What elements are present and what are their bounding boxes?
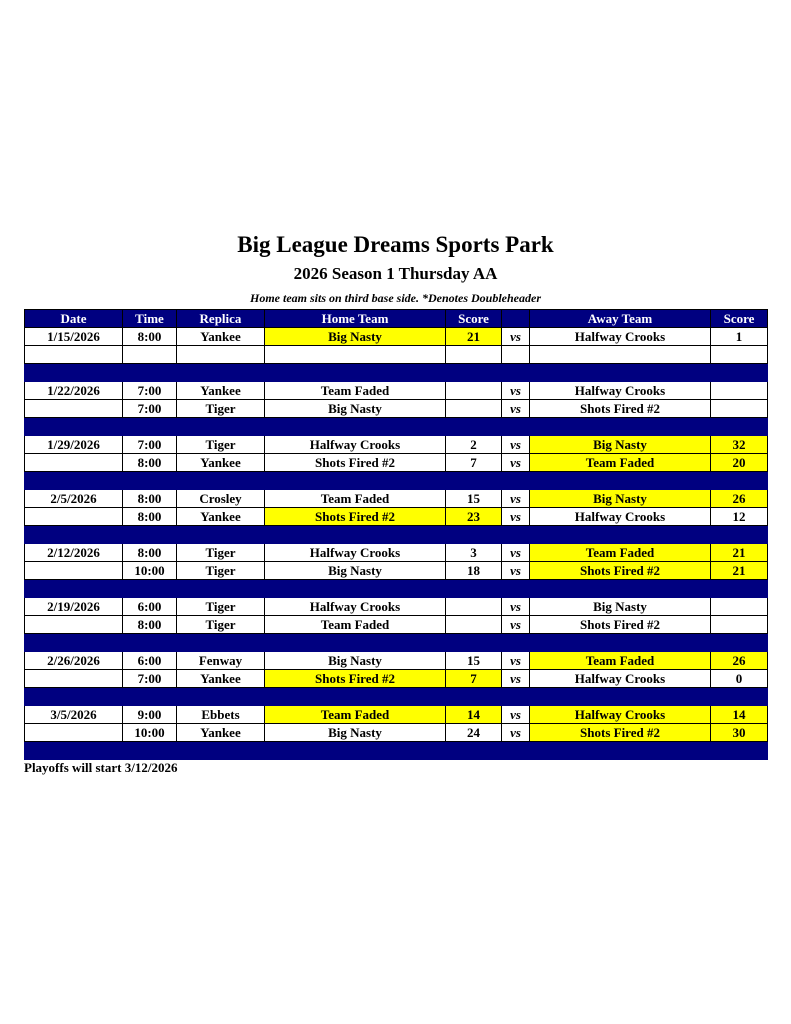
separator-cell xyxy=(502,526,530,544)
time-cell: 7:00 xyxy=(123,436,177,454)
separator-cell xyxy=(502,688,530,706)
separator-cell xyxy=(123,580,177,598)
separator-cell xyxy=(25,526,123,544)
separator-cell xyxy=(123,418,177,436)
separator-cell xyxy=(530,580,711,598)
separator-cell xyxy=(502,580,530,598)
away-team-cell: Halfway Crooks xyxy=(530,328,711,346)
separator-cell xyxy=(265,526,446,544)
separator-cell xyxy=(25,634,123,652)
date-cell xyxy=(25,454,123,472)
home-score-cell: 24 xyxy=(446,724,502,742)
separator-cell xyxy=(177,634,265,652)
separator-cell xyxy=(123,634,177,652)
game-row xyxy=(25,454,768,472)
vs-cell: vs xyxy=(502,490,530,508)
away-team-cell: Shots Fired #2 xyxy=(530,400,711,418)
game-row xyxy=(25,400,768,418)
replica-cell: Ebbets xyxy=(177,706,265,724)
away-score-cell: 26 xyxy=(711,490,768,508)
date-cell: 2/19/2026 xyxy=(25,598,123,616)
game-row xyxy=(25,724,768,742)
separator-cell xyxy=(711,418,768,436)
separator-cell xyxy=(446,688,502,706)
away-team-cell: Big Nasty xyxy=(530,436,711,454)
away-team-cell: Halfway Crooks xyxy=(530,706,711,724)
separator-cell xyxy=(25,580,123,598)
separator-cell xyxy=(177,688,265,706)
time-cell: 8:00 xyxy=(123,454,177,472)
away-team-cell: Halfway Crooks xyxy=(530,670,711,688)
home-team-cell: Shots Fired #2 xyxy=(265,508,446,526)
home-team-cell: Shots Fired #2 xyxy=(265,670,446,688)
column-header-vs xyxy=(502,310,530,328)
schedule-note: Home team sits on third base side. *Denotes Doubleheader xyxy=(250,291,541,305)
separator-cell xyxy=(711,688,768,706)
date-cell: 1/22/2026 xyxy=(25,382,123,400)
replica-cell: Tiger xyxy=(177,436,265,454)
schedule-table xyxy=(24,309,768,760)
time-cell: 6:00 xyxy=(123,652,177,670)
separator-cell xyxy=(530,472,711,490)
away-team-cell: Shots Fired #2 xyxy=(530,562,711,580)
separator-cell xyxy=(265,742,446,760)
separator-cell xyxy=(446,364,502,382)
separator-cell xyxy=(711,472,768,490)
game-row xyxy=(25,382,768,400)
away-score-cell xyxy=(711,598,768,616)
vs-cell: vs xyxy=(502,382,530,400)
replica-cell: Yankee xyxy=(177,328,265,346)
separator-cell xyxy=(711,364,768,382)
home-score-cell: 15 xyxy=(446,652,502,670)
game-row xyxy=(25,598,768,616)
away-team-cell xyxy=(530,346,711,364)
separator-cell xyxy=(446,580,502,598)
schedule-body xyxy=(25,328,768,760)
week-separator-row xyxy=(25,526,768,544)
game-row xyxy=(25,544,768,562)
column-header-away-score: Score xyxy=(711,310,768,328)
date-cell xyxy=(25,562,123,580)
away-score-cell xyxy=(711,400,768,418)
replica-cell: Fenway xyxy=(177,652,265,670)
replica-cell: Tiger xyxy=(177,598,265,616)
week-separator-row xyxy=(25,742,768,760)
home-team-cell: Shots Fired #2 xyxy=(265,454,446,472)
separator-cell xyxy=(25,418,123,436)
time-cell: 8:00 xyxy=(123,328,177,346)
date-cell: 1/15/2026 xyxy=(25,328,123,346)
game-row xyxy=(25,706,768,724)
home-score-cell: 21 xyxy=(446,328,502,346)
home-score-cell: 7 xyxy=(446,670,502,688)
date-cell xyxy=(25,670,123,688)
away-score-cell: 30 xyxy=(711,724,768,742)
separator-cell xyxy=(502,472,530,490)
vs-cell: vs xyxy=(502,724,530,742)
replica-cell: Tiger xyxy=(177,562,265,580)
vs-cell: vs xyxy=(502,508,530,526)
date-cell xyxy=(25,616,123,634)
column-header-date: Date xyxy=(25,310,123,328)
vs-cell: vs xyxy=(502,652,530,670)
date-cell: 2/26/2026 xyxy=(25,652,123,670)
home-score-cell xyxy=(446,346,502,364)
home-score-cell: 14 xyxy=(446,706,502,724)
replica-cell: Tiger xyxy=(177,544,265,562)
time-cell xyxy=(123,346,177,364)
separator-cell xyxy=(502,418,530,436)
replica-cell: Tiger xyxy=(177,400,265,418)
week-separator-row xyxy=(25,634,768,652)
separator-cell xyxy=(25,364,123,382)
home-team-cell: Team Faded xyxy=(265,490,446,508)
separator-cell xyxy=(123,742,177,760)
separator-cell xyxy=(265,580,446,598)
date-cell xyxy=(25,508,123,526)
separator-cell xyxy=(25,688,123,706)
home-score-cell xyxy=(446,382,502,400)
separator-cell xyxy=(177,526,265,544)
separator-cell xyxy=(446,472,502,490)
away-score-cell: 21 xyxy=(711,562,768,580)
separator-cell xyxy=(25,742,123,760)
page-subtitle: 2026 Season 1 Thursday AA xyxy=(293,264,498,283)
week-separator-row xyxy=(25,418,768,436)
week-separator-row xyxy=(25,688,768,706)
separator-cell xyxy=(265,418,446,436)
time-cell: 10:00 xyxy=(123,724,177,742)
home-score-cell xyxy=(446,616,502,634)
time-cell: 8:00 xyxy=(123,508,177,526)
time-cell: 8:00 xyxy=(123,616,177,634)
week-separator-row xyxy=(25,472,768,490)
date-cell: 2/12/2026 xyxy=(25,544,123,562)
replica-cell: Crosley xyxy=(177,490,265,508)
time-cell: 7:00 xyxy=(123,382,177,400)
vs-cell xyxy=(502,346,530,364)
vs-cell: vs xyxy=(502,598,530,616)
replica-cell: Yankee xyxy=(177,670,265,688)
replica-cell: Yankee xyxy=(177,508,265,526)
separator-cell xyxy=(123,526,177,544)
header-row xyxy=(25,310,768,328)
separator-cell xyxy=(502,742,530,760)
separator-cell xyxy=(530,364,711,382)
game-row xyxy=(25,490,768,508)
time-cell: 6:00 xyxy=(123,598,177,616)
date-cell xyxy=(25,400,123,418)
away-team-cell: Shots Fired #2 xyxy=(530,616,711,634)
replica-cell: Tiger xyxy=(177,616,265,634)
away-score-cell: 14 xyxy=(711,706,768,724)
home-team-cell: Team Faded xyxy=(265,616,446,634)
home-team-cell xyxy=(265,346,446,364)
vs-cell: vs xyxy=(502,544,530,562)
separator-cell xyxy=(265,688,446,706)
date-cell xyxy=(25,724,123,742)
separator-cell xyxy=(530,634,711,652)
replica-cell: Yankee xyxy=(177,382,265,400)
home-score-cell: 23 xyxy=(446,508,502,526)
separator-cell xyxy=(711,742,768,760)
home-team-cell: Team Faded xyxy=(265,706,446,724)
home-score-cell xyxy=(446,400,502,418)
home-score-cell: 15 xyxy=(446,490,502,508)
away-score-cell: 1 xyxy=(711,328,768,346)
home-team-cell: Team Faded xyxy=(265,382,446,400)
week-separator-row xyxy=(25,580,768,598)
date-cell xyxy=(25,346,123,364)
vs-cell: vs xyxy=(502,328,530,346)
away-score-cell: 12 xyxy=(711,508,768,526)
date-cell: 2/5/2026 xyxy=(25,490,123,508)
home-team-cell: Big Nasty xyxy=(265,328,446,346)
away-team-cell: Halfway Crooks xyxy=(530,382,711,400)
separator-cell xyxy=(711,526,768,544)
away-team-cell: Shots Fired #2 xyxy=(530,724,711,742)
home-team-cell: Big Nasty xyxy=(265,400,446,418)
time-cell: 7:00 xyxy=(123,400,177,418)
game-row xyxy=(25,508,768,526)
separator-cell xyxy=(123,688,177,706)
home-score-cell: 3 xyxy=(446,544,502,562)
replica-cell xyxy=(177,346,265,364)
home-team-cell: Halfway Crooks xyxy=(265,436,446,454)
away-score-cell xyxy=(711,616,768,634)
away-score-cell: 20 xyxy=(711,454,768,472)
column-header-home-score: Score xyxy=(446,310,502,328)
separator-cell xyxy=(123,364,177,382)
column-header-away-team: Away Team xyxy=(530,310,711,328)
separator-cell xyxy=(177,364,265,382)
separator-cell xyxy=(502,364,530,382)
home-score-cell: 7 xyxy=(446,454,502,472)
away-score-cell: 32 xyxy=(711,436,768,454)
separator-cell xyxy=(502,634,530,652)
date-cell: 1/29/2026 xyxy=(25,436,123,454)
home-score-cell xyxy=(446,598,502,616)
home-score-cell: 18 xyxy=(446,562,502,580)
game-row xyxy=(25,436,768,454)
game-row xyxy=(25,616,768,634)
column-header-time: Time xyxy=(123,310,177,328)
game-row xyxy=(25,670,768,688)
vs-cell: vs xyxy=(502,670,530,688)
vs-cell: vs xyxy=(502,616,530,634)
away-score-cell: 0 xyxy=(711,670,768,688)
away-score-cell: 26 xyxy=(711,652,768,670)
vs-cell: vs xyxy=(502,706,530,724)
vs-cell: vs xyxy=(502,400,530,418)
separator-cell xyxy=(711,634,768,652)
time-cell: 9:00 xyxy=(123,706,177,724)
separator-cell xyxy=(265,634,446,652)
separator-cell xyxy=(123,472,177,490)
vs-cell: vs xyxy=(502,436,530,454)
separator-cell xyxy=(530,526,711,544)
time-cell: 7:00 xyxy=(123,670,177,688)
home-team-cell: Halfway Crooks xyxy=(265,598,446,616)
away-team-cell: Team Faded xyxy=(530,652,711,670)
away-team-cell: Big Nasty xyxy=(530,598,711,616)
separator-cell xyxy=(530,742,711,760)
separator-cell xyxy=(177,742,265,760)
game-row xyxy=(25,652,768,670)
game-row xyxy=(25,328,768,346)
separator-cell xyxy=(177,472,265,490)
separator-cell xyxy=(177,580,265,598)
home-team-cell: Big Nasty xyxy=(265,562,446,580)
away-score-cell xyxy=(711,346,768,364)
separator-cell xyxy=(25,472,123,490)
away-team-cell: Big Nasty xyxy=(530,490,711,508)
game-row xyxy=(25,346,768,364)
home-team-cell: Big Nasty xyxy=(265,724,446,742)
time-cell: 8:00 xyxy=(123,544,177,562)
playoffs-note: Playoffs will start 3/12/2026 xyxy=(24,760,178,775)
vs-cell: vs xyxy=(502,454,530,472)
away-team-cell: Halfway Crooks xyxy=(530,508,711,526)
column-header-replica: Replica xyxy=(177,310,265,328)
home-score-cell: 2 xyxy=(446,436,502,454)
separator-cell xyxy=(446,526,502,544)
separator-cell xyxy=(446,418,502,436)
away-team-cell: Team Faded xyxy=(530,544,711,562)
page-title: Big League Dreams Sports Park xyxy=(237,232,554,257)
away-score-cell: 21 xyxy=(711,544,768,562)
column-header-home-team: Home Team xyxy=(265,310,446,328)
separator-cell xyxy=(446,634,502,652)
separator-cell xyxy=(177,418,265,436)
vs-cell: vs xyxy=(502,562,530,580)
replica-cell: Yankee xyxy=(177,454,265,472)
week-separator-row xyxy=(25,364,768,382)
home-team-cell: Big Nasty xyxy=(265,652,446,670)
game-row xyxy=(25,562,768,580)
away-team-cell: Team Faded xyxy=(530,454,711,472)
separator-cell xyxy=(530,418,711,436)
separator-cell xyxy=(265,472,446,490)
replica-cell: Yankee xyxy=(177,724,265,742)
time-cell: 10:00 xyxy=(123,562,177,580)
home-team-cell: Halfway Crooks xyxy=(265,544,446,562)
time-cell: 8:00 xyxy=(123,490,177,508)
date-cell: 3/5/2026 xyxy=(25,706,123,724)
separator-cell xyxy=(446,742,502,760)
separator-cell xyxy=(711,580,768,598)
away-score-cell xyxy=(711,382,768,400)
separator-cell xyxy=(265,364,446,382)
separator-cell xyxy=(530,688,711,706)
